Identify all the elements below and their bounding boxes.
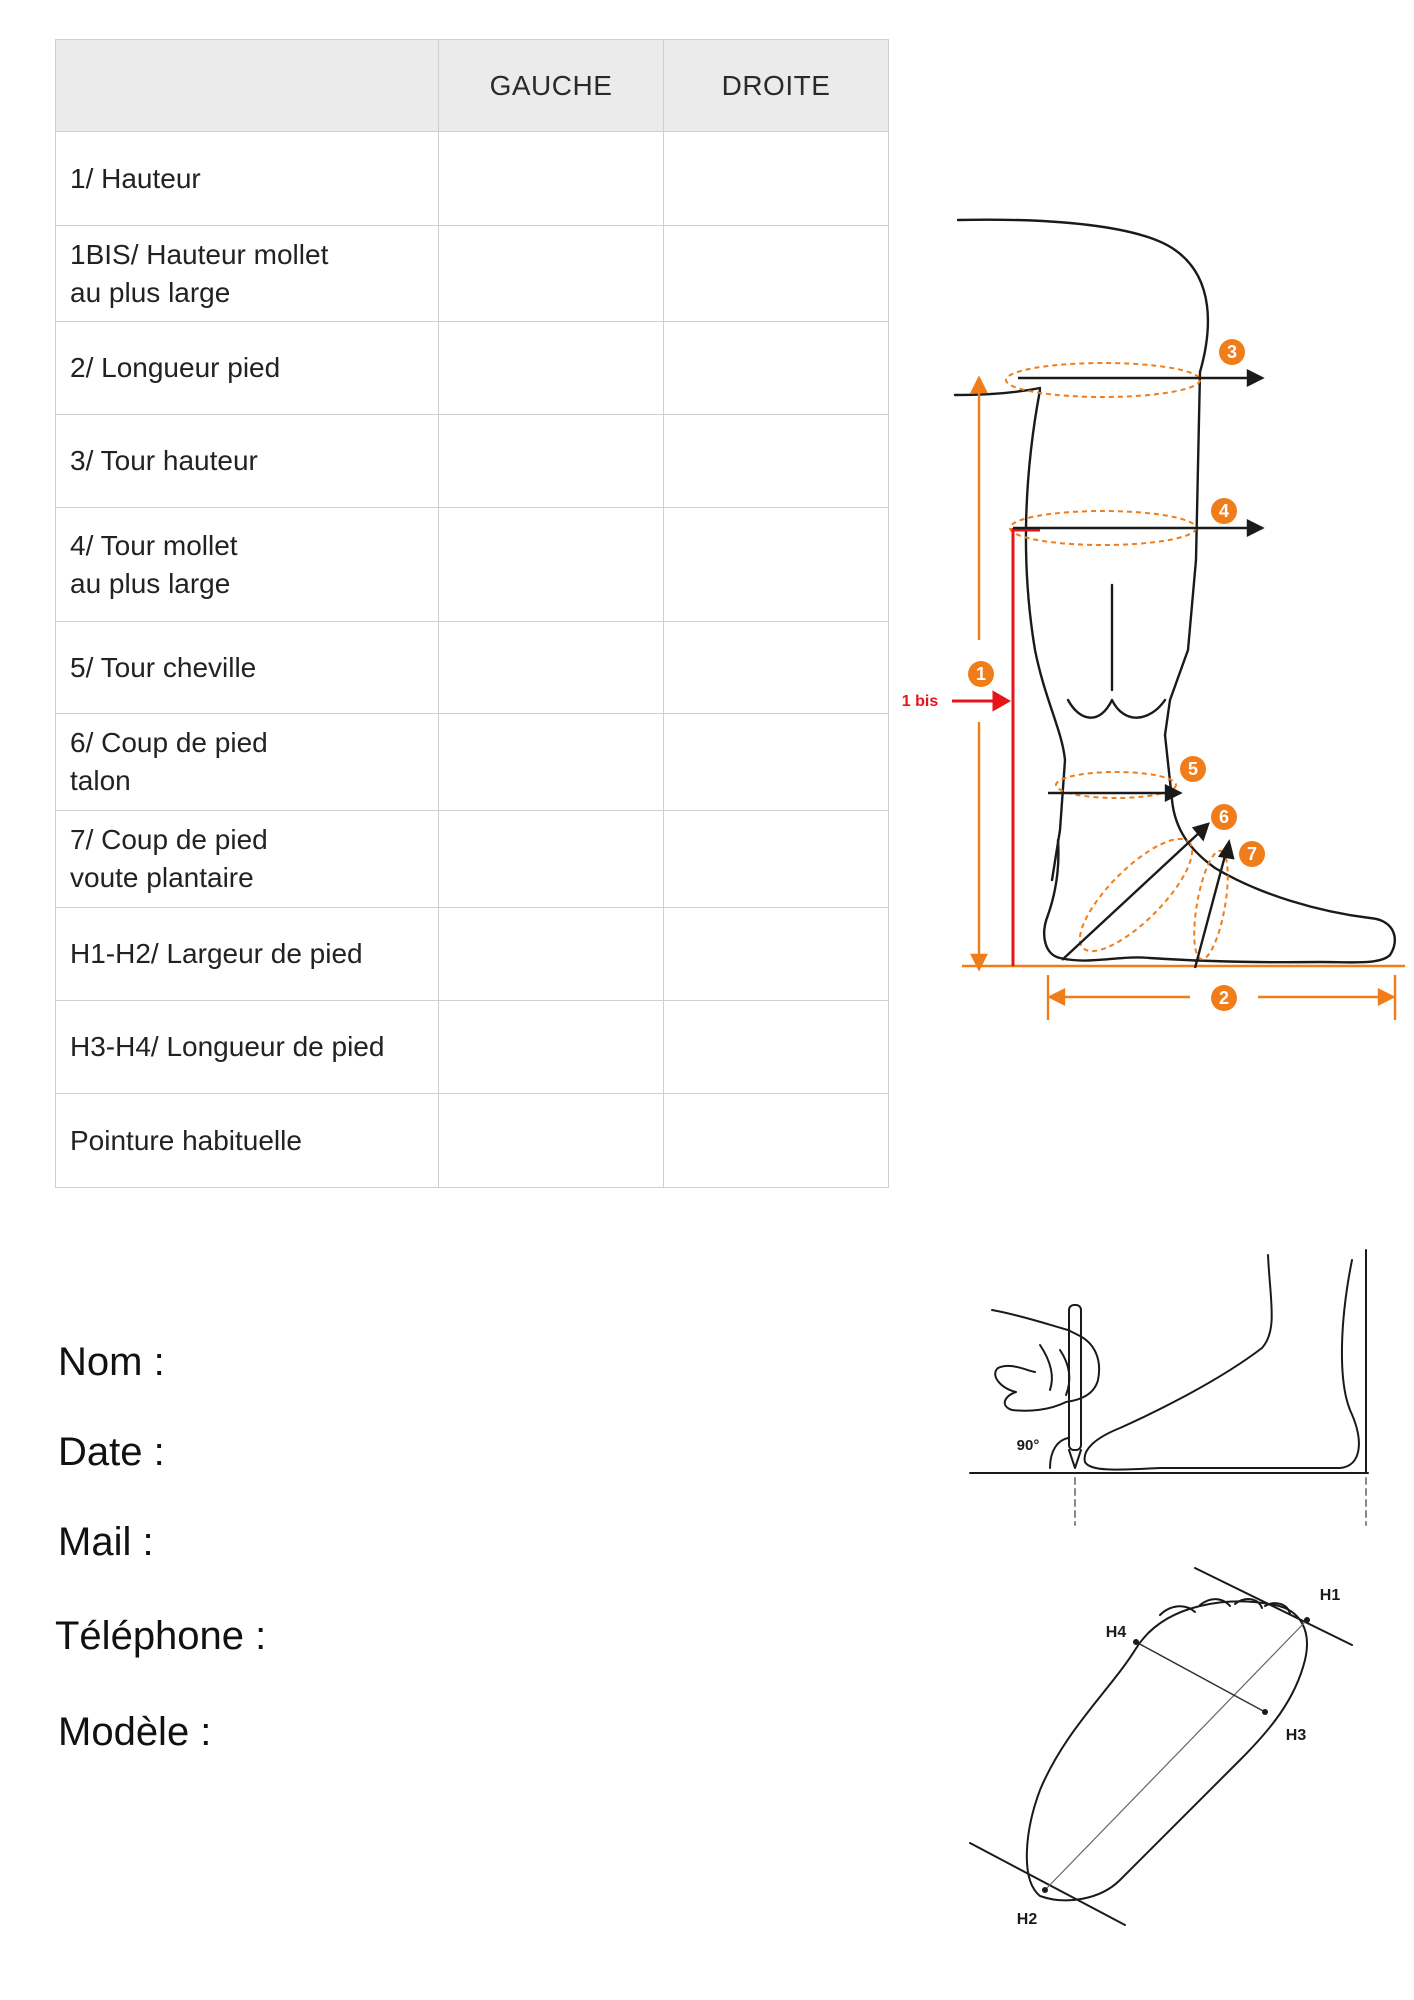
left-value-cell[interactable] <box>439 622 664 714</box>
width-line-h1 <box>1195 1568 1352 1645</box>
foot-top-outline <box>1027 1601 1307 1900</box>
leg-back-outline <box>1026 390 1065 880</box>
row-label: H1-H2/ Largeur de pied <box>56 908 439 1001</box>
left-value-cell[interactable] <box>439 322 664 415</box>
point-h3: H3 <box>1285 1727 1307 1744</box>
row-label: 6/ Coup de pied talon <box>56 714 439 811</box>
diag-line-h1-h2 <box>1045 1620 1307 1890</box>
left-value-cell[interactable] <box>439 415 664 508</box>
arrow-3-head <box>1248 371 1262 385</box>
ellipse-3 <box>1006 363 1200 397</box>
arrow-4-head <box>1248 521 1262 535</box>
right-value-cell[interactable] <box>664 322 889 415</box>
marker-1: 1 <box>975 664 987 684</box>
right-value-cell[interactable] <box>664 622 889 714</box>
left-value-cell[interactable] <box>439 908 664 1001</box>
left-value-cell[interactable] <box>439 132 664 226</box>
table-row <box>56 811 889 908</box>
knee-cap <box>1068 700 1165 718</box>
table-row <box>56 1001 889 1094</box>
row-label: 5/ Tour cheville <box>56 622 439 714</box>
finger-lines <box>1040 1345 1069 1395</box>
height-line-top-arrow <box>972 378 986 392</box>
right-value-cell[interactable] <box>664 908 889 1001</box>
right-value-cell[interactable] <box>664 714 889 811</box>
row-label: 3/ Tour hauteur <box>56 415 439 508</box>
angle-label: 90° <box>1016 1437 1040 1454</box>
left-value-cell[interactable] <box>439 1094 664 1188</box>
marker-1-bis: 1 bis <box>901 693 939 710</box>
left-value-cell[interactable] <box>439 811 664 908</box>
point-h2: H2 <box>1016 1911 1038 1928</box>
left-value-cell[interactable] <box>439 226 664 322</box>
marker-7: 7 <box>1246 844 1258 864</box>
header-droite: DROITE <box>664 40 889 132</box>
row-label: 2/ Longueur pied <box>56 322 439 415</box>
modele-label: Modèle : <box>58 1710 212 1754</box>
header-empty <box>56 40 439 132</box>
table-row <box>56 226 889 322</box>
table-row <box>56 415 889 508</box>
length-line-h3-h4 <box>1136 1642 1265 1712</box>
point-h1: H1 <box>1319 1587 1341 1604</box>
right-value-cell[interactable] <box>664 811 889 908</box>
knee-back-line <box>955 388 1040 395</box>
point-h4: H4 <box>1105 1624 1127 1641</box>
left-value-cell[interactable] <box>439 714 664 811</box>
hand-outline <box>992 1310 1099 1411</box>
length-arrow-left <box>1050 990 1064 1004</box>
row-label: Pointure habituelle <box>56 1094 439 1188</box>
foot-tracing-diagram <box>955 1240 1385 1540</box>
table-row <box>56 714 889 811</box>
table-row <box>56 322 889 415</box>
marker-3: 3 <box>1226 342 1238 362</box>
leg-measurement-diagram <box>901 200 1410 1030</box>
row-label: 1/ Hauteur <box>56 132 439 226</box>
arrow-6-line <box>1062 832 1200 960</box>
left-value-cell[interactable] <box>439 1001 664 1094</box>
angle-arc <box>1050 1438 1068 1468</box>
width-line-h2 <box>970 1843 1125 1925</box>
mail-label: Mail : <box>58 1520 154 1564</box>
header-gauche: GAUCHE <box>439 40 664 132</box>
row-label: H3-H4/ Longueur de pied <box>56 1001 439 1094</box>
marker-2: 2 <box>1218 988 1230 1008</box>
table-row <box>56 622 889 714</box>
table-row <box>56 908 889 1001</box>
bis-arrow-head <box>994 693 1008 709</box>
right-value-cell[interactable] <box>664 1094 889 1188</box>
telephone-label: Téléphone : <box>55 1614 267 1658</box>
arrow-7-head <box>1220 842 1233 858</box>
right-value-cell[interactable] <box>664 226 889 322</box>
table-row <box>56 132 889 226</box>
table-header-row <box>56 40 889 132</box>
right-value-cell[interactable] <box>664 508 889 622</box>
measurement-table <box>55 39 889 1188</box>
right-value-cell[interactable] <box>664 415 889 508</box>
thigh-outline <box>958 220 1208 735</box>
arrow-7-line <box>1195 852 1226 968</box>
pen <box>1069 1305 1081 1450</box>
date-label: Date : <box>58 1430 165 1474</box>
nom-label: Nom : <box>58 1340 165 1384</box>
left-value-cell[interactable] <box>439 508 664 622</box>
marker-5: 5 <box>1187 759 1199 779</box>
length-arrow-right <box>1379 990 1393 1004</box>
table-row <box>56 508 889 622</box>
marker-4: 4 <box>1218 501 1230 521</box>
foot-top-diagram <box>955 1560 1375 1930</box>
right-value-cell[interactable] <box>664 1001 889 1094</box>
marker-6: 6 <box>1218 807 1230 827</box>
row-label: 7/ Coup de pied voute plantaire <box>56 811 439 908</box>
table-row <box>56 1094 889 1188</box>
right-value-cell[interactable] <box>664 132 889 226</box>
foot-outline <box>1085 1255 1359 1470</box>
row-label: 1BIS/ Hauteur mollet au plus large <box>56 226 439 322</box>
row-label: 4/ Tour mollet au plus large <box>56 508 439 622</box>
pen-tip <box>1069 1450 1081 1468</box>
